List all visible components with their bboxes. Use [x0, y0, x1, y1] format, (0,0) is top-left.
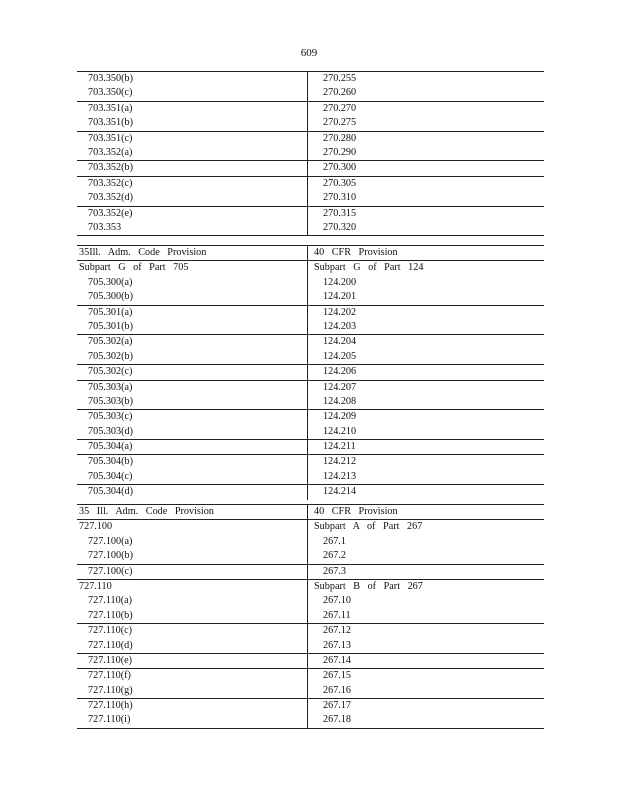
provision-cell: 727.110(b)	[88, 609, 133, 621]
provision-cell: 705.304(a)	[88, 441, 133, 453]
cfr-cell: 124.206	[323, 366, 357, 378]
cfr-cell: 270.310	[323, 192, 357, 204]
cfr-cell: Subpart A of Part 267	[314, 521, 423, 533]
cfr-cell: 124.200	[323, 276, 357, 288]
provision-cell: 705.304(d)	[88, 486, 133, 498]
table-row	[77, 221, 544, 236]
provision-cell: 703.352(e)	[88, 207, 133, 219]
table-row	[77, 485, 544, 499]
cfr-cell: 270.315	[323, 207, 357, 219]
provision-cell: 727.110(e)	[88, 654, 133, 666]
table-727-to-267	[77, 504, 544, 729]
cfr-cell: 124.214	[323, 486, 357, 498]
provision-cell: 705.302(a)	[88, 336, 133, 348]
cfr-cell: 124.208	[323, 395, 357, 407]
cfr-cell: 270.280	[323, 132, 357, 144]
table-row	[77, 565, 544, 580]
table-row	[77, 191, 544, 206]
cfr-cell: 267.16	[323, 684, 352, 696]
header-right: 40 CFR Provision	[314, 247, 398, 258]
provision-cell: 705.302(c)	[88, 366, 133, 378]
cfr-cell: 124.205	[323, 350, 357, 362]
provision-cell: 703.353	[88, 221, 122, 233]
cfr-cell: 124.209	[323, 411, 357, 423]
cfr-cell: 124.203	[323, 320, 357, 332]
provision-cell: 727.110(f)	[88, 670, 131, 682]
table-row	[77, 132, 544, 146]
provision-cell: 703.351(c)	[88, 132, 133, 144]
provision-cell: 727.110	[79, 580, 112, 592]
provision-cell: 703.351(b)	[88, 117, 133, 129]
provision-cell: 727.110(h)	[88, 700, 133, 712]
table-row	[77, 102, 544, 116]
table-header-row	[77, 504, 544, 519]
provision-cell: 705.301(b)	[88, 320, 133, 332]
table-row	[77, 207, 544, 221]
header-left: 35Ill. Adm. Code Provision	[79, 247, 207, 258]
cfr-cell: 124.204	[323, 336, 357, 348]
table-row	[77, 684, 544, 699]
provision-cell: 727.110(d)	[88, 639, 133, 651]
provision-cell: 705.303(a)	[88, 381, 133, 393]
cfr-cell: 267.18	[323, 714, 352, 726]
table-row	[77, 713, 544, 728]
table-row	[77, 71, 544, 86]
cfr-cell: 124.213	[323, 470, 357, 482]
table-row	[77, 306, 544, 320]
provision-cell: 727.110(i)	[88, 714, 131, 726]
cfr-cell: 267.12	[323, 625, 352, 637]
provision-cell: 703.352(b)	[88, 162, 133, 174]
table-row	[77, 86, 544, 101]
provision-cell: 703.351(a)	[88, 102, 133, 114]
table-row	[77, 146, 544, 161]
provision-cell: 705.303(b)	[88, 395, 133, 407]
cfr-cell: 270.290	[323, 146, 357, 158]
cfr-cell: 124.202	[323, 306, 357, 318]
table-row	[77, 519, 544, 534]
cfr-cell: 124.212	[323, 456, 357, 468]
provision-cell: 727.100(b)	[88, 550, 133, 562]
table-subheader-row	[77, 260, 544, 275]
table-row	[77, 365, 544, 380]
table-row	[77, 381, 544, 395]
table-row	[77, 116, 544, 131]
provision-cell: 727.100(a)	[88, 535, 133, 547]
cfr-cell: 267.14	[323, 654, 352, 666]
cfr-cell: 124.210	[323, 425, 357, 437]
cfr-cell: 267.17	[323, 700, 352, 712]
provision-cell: 727.110(g)	[88, 684, 133, 696]
table-row	[77, 161, 544, 176]
header-right: 40 CFR Provision	[314, 506, 398, 517]
table-row	[77, 699, 544, 713]
provision-cell: 705.300(b)	[88, 291, 133, 303]
table-subpart-g-705	[77, 245, 544, 500]
header-left: 35 Ill. Adm. Code Provision	[79, 506, 214, 517]
provision-cell: 705.304(b)	[88, 456, 133, 468]
provision-cell: 727.100(c)	[88, 565, 133, 577]
table-row	[77, 639, 544, 654]
provision-cell: 705.303(d)	[88, 425, 133, 437]
cfr-cell: 270.305	[323, 177, 357, 189]
provision-cell: 727.100	[79, 521, 113, 533]
cfr-cell: 267.15	[323, 670, 352, 682]
cfr-cell: 267.13	[323, 639, 352, 651]
subheader-left: Subpart G of Part 705	[79, 262, 189, 274]
provision-cell: 705.302(b)	[88, 350, 133, 362]
table-row	[77, 335, 544, 349]
table-row	[77, 425, 544, 440]
provision-cell: 703.352(d)	[88, 192, 133, 204]
table-row	[77, 177, 544, 191]
table-row	[77, 580, 544, 594]
cfr-cell: 270.320	[323, 221, 357, 233]
table-row	[77, 624, 544, 638]
table-row	[77, 440, 544, 455]
cfr-cell: 267.2	[323, 550, 346, 562]
cfr-cell: 267.3	[323, 565, 346, 577]
table-row	[77, 609, 544, 624]
table-row	[77, 594, 544, 608]
table-row	[77, 395, 544, 410]
provision-cell: 705.304(c)	[88, 470, 133, 482]
table-703-to-270	[77, 71, 544, 236]
cfr-cell: Subpart B of Part 267	[314, 580, 423, 592]
table-row	[77, 470, 544, 485]
provision-cell: 703.350(c)	[88, 87, 133, 99]
table-row	[77, 290, 544, 305]
table-row	[77, 669, 544, 683]
cfr-cell: 124.211	[323, 441, 356, 453]
provision-cell: 703.350(b)	[88, 73, 133, 84]
table-row	[77, 654, 544, 669]
cfr-cell: 270.270	[323, 102, 357, 114]
table-row	[77, 549, 544, 564]
table-row	[77, 410, 544, 424]
cfr-cell: 267.11	[323, 609, 351, 621]
table-row	[77, 535, 544, 549]
page-number: 609	[300, 47, 318, 59]
provision-cell: 703.352(c)	[88, 177, 133, 189]
table-header-row	[77, 245, 544, 260]
cfr-cell: 270.275	[323, 117, 357, 129]
provision-cell: 727.110(c)	[88, 625, 133, 637]
provision-cell: 705.303(c)	[88, 411, 133, 423]
cfr-cell: 270.300	[323, 162, 357, 174]
subheader-right: Subpart G of Part 124	[314, 262, 424, 274]
provision-cell: 705.301(a)	[88, 306, 133, 318]
cfr-cell: 267.10	[323, 595, 352, 607]
cfr-cell: 270.255	[323, 73, 357, 84]
provision-cell: 703.352(a)	[88, 146, 133, 158]
table-row	[77, 276, 544, 290]
provision-cell: 705.300(a)	[88, 276, 133, 288]
cfr-cell: 124.201	[323, 291, 357, 303]
cfr-cell: 267.1	[323, 535, 346, 547]
cfr-cell: 124.207	[323, 381, 357, 393]
table-row	[77, 320, 544, 335]
cfr-cell: 270.260	[323, 87, 357, 99]
table-row	[77, 350, 544, 365]
table-row	[77, 455, 544, 469]
provision-cell: 727.110(a)	[88, 595, 133, 607]
